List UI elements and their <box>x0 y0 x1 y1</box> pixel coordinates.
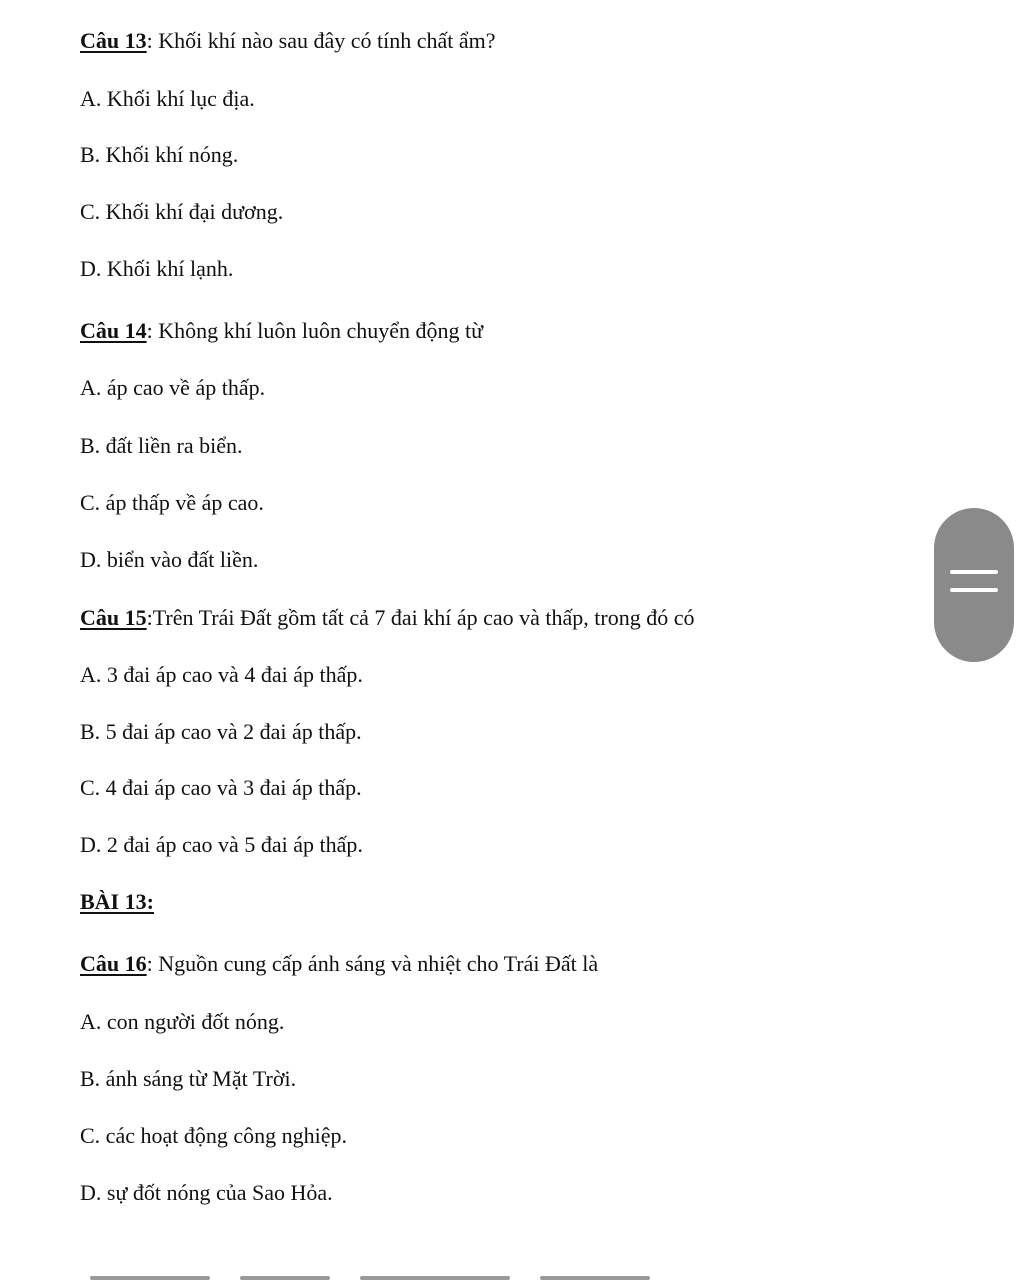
question-text: Khối khí nào sau đây có tính chất ẩm? <box>158 28 496 53</box>
cut-off-text-fragment <box>360 1276 510 1280</box>
grip-line-icon <box>950 570 998 574</box>
option-13-d: D. Khối khí lạnh. <box>80 256 234 281</box>
question-13 <box>80 26 496 56</box>
question-separator: : <box>146 28 159 53</box>
cut-off-text-row <box>0 1268 1024 1280</box>
question-14 <box>80 316 483 346</box>
section-heading: BÀI 13: <box>80 889 154 914</box>
cut-off-text-fragment <box>90 1276 210 1280</box>
question-separator: : <box>146 318 159 343</box>
cut-off-text-fragment <box>540 1276 650 1280</box>
question-16 <box>80 949 598 979</box>
question-number: Câu 14 <box>80 318 147 343</box>
question-number: Câu 16 <box>80 951 147 976</box>
option-16-d: D. sự đốt nóng của Sao Hỏa. <box>80 1180 333 1205</box>
grip-line-icon <box>950 588 998 592</box>
option-13-b: B. Khối khí nóng. <box>80 142 239 167</box>
question-text: Trên Trái Đất gồm tất cả 7 đai khí áp cao và thấp, trong đó có <box>152 605 695 630</box>
question-number: Câu 15 <box>80 605 147 630</box>
scroll-handle[interactable] <box>934 508 1014 662</box>
option-13-a: A. Khối khí lục địa. <box>80 86 255 111</box>
option-13-c: C. Khối khí đại dương. <box>80 199 284 224</box>
option-16-c: C. các hoạt động công nghiệp. <box>80 1123 347 1148</box>
option-14-d: D. biển vào đất liền. <box>80 547 259 572</box>
option-15-c: C. 4 đai áp cao và 3 đai áp thấp. <box>80 775 362 800</box>
question-number: Câu 13 <box>80 28 147 53</box>
option-14-a: A. áp cao về áp thấp. <box>80 375 266 400</box>
question-text: Không khí luôn luôn chuyển động từ <box>158 318 484 343</box>
option-15-d: D. 2 đai áp cao và 5 đai áp thấp. <box>80 832 363 857</box>
option-15-a: A. 3 đai áp cao và 4 đai áp thấp. <box>80 662 363 687</box>
option-14-c: C. áp thấp về áp cao. <box>80 490 264 515</box>
question-15 <box>80 603 695 633</box>
question-separator: : <box>146 951 159 976</box>
option-15-b: B. 5 đai áp cao và 2 đai áp thấp. <box>80 719 362 744</box>
option-16-b: B. ánh sáng từ Mặt Trời. <box>80 1066 297 1091</box>
option-16-a: A. con người đốt nóng. <box>80 1009 285 1034</box>
option-14-b: B. đất liền ra biển. <box>80 433 243 458</box>
question-separator: : <box>146 605 153 630</box>
question-text: Nguồn cung cấp ánh sáng và nhiệt cho Trái Đất là <box>158 951 599 976</box>
cut-off-text-fragment <box>240 1276 330 1280</box>
